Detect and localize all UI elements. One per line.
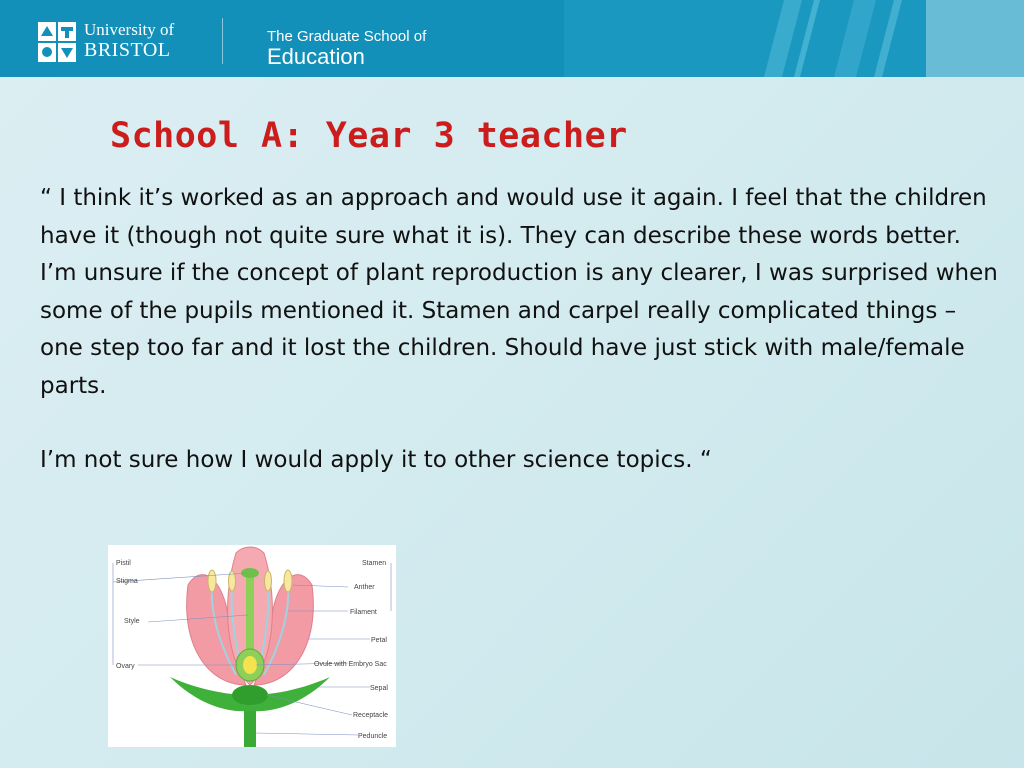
- university-logo-text: [84, 20, 174, 60]
- diagram-label-anther: Anther: [354, 584, 375, 591]
- header-banner: [0, 0, 1024, 77]
- flower-anatomy-diagram: [108, 545, 396, 747]
- diagram-label-ovary: Ovary: [116, 663, 135, 670]
- quote-paragraph-1: “ I think it’s worked as an approach and would use it again. I feel that the children have it (though not quite sure what it is). They can describe these words better. I’m unsure if the concept of plant reproduction is any clearer, I was surprised when some of the pupils mentioned it. Stamen and carpel really complicated things – one step too far and it lost the children. Should have just stick with male/female parts.: [40, 185, 998, 399]
- university-line2: BRISTOL: [84, 39, 171, 61]
- school-line2: Education: [267, 44, 365, 69]
- anther-shape: [284, 570, 292, 592]
- anther-shape: [208, 570, 216, 592]
- university-crest-icon: [38, 22, 78, 64]
- diagram-label-sepal: Sepal: [370, 685, 388, 692]
- diagram-label-petal: Petal: [371, 637, 387, 644]
- diagram-label-style: Style: [124, 618, 140, 625]
- quote-paragraph-2: I’m not sure how I would apply it to other science topics. “: [40, 447, 712, 473]
- diagram-label-stigma: Stigma: [116, 578, 138, 585]
- diagram-label-pistil: Pistil: [116, 560, 131, 567]
- ovule-shape: [243, 656, 257, 674]
- slide-title: School A: Year 3 teacher: [110, 116, 628, 156]
- teacher-quote: [40, 180, 1000, 480]
- diagram-label-receptacle: Receptacle: [353, 712, 389, 719]
- diagram-label-filament: Filament: [350, 609, 377, 616]
- header-stripes-decoration: [564, 0, 1024, 77]
- header-divider: [222, 18, 223, 64]
- anther-shape: [265, 571, 272, 591]
- university-line1: University of: [84, 20, 175, 39]
- receptacle-shape: [232, 685, 268, 705]
- diagram-label-ovule: Ovule with Embryo Sac: [314, 661, 387, 668]
- diagram-label-peduncle: Peduncle: [358, 733, 388, 740]
- school-line1: The Graduate School of: [267, 28, 427, 45]
- diagram-label-stamen: Stamen: [362, 560, 387, 567]
- school-logo-text: [267, 28, 427, 69]
